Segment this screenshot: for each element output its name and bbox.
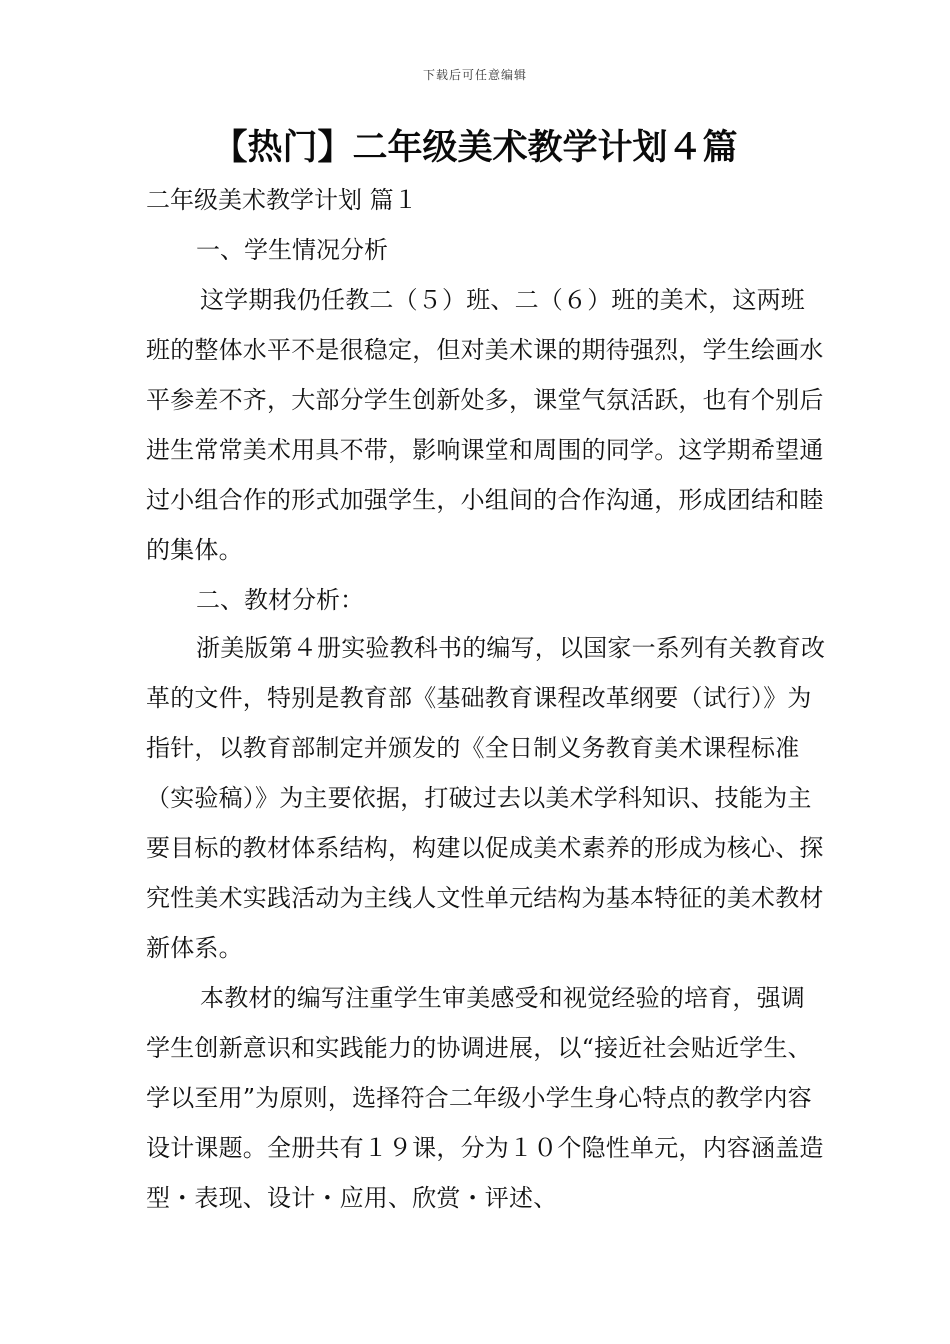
paragraph-textbook-analysis-2: 本教材的编写注重学生审美感受和视觉经验的培育，强调学生创新意识和实践能力的协调进展，以“接近社会贴近学生、学以至用”为原则，选择符合二年级小学生身心特点的教学内容设计课题。全册共有１９课，分为１０个隐性单元，内容涵盖造型・表现、设计・应用、欣赏・评述、 <box>146 984 824 1212</box>
paragraph-textbook-analysis-1: 浙美版第４册实验教科书的编写，以国家一系列有关教育改革的文件，特别是教育部《基础教育课程改革纲要（试行）》为指针，以教育部制定并颁发的《全日制义务教育美术课程标准（实验稿）》为主要依据，打破过去以美术学科知识、技能为主要目标的教材体系结构，构建以促成美术素养的形成为核心、探究性美术实践活动为主线人文性单元结构为基本特征的美术教材新体系。 <box>146 634 826 962</box>
section-heading-textbook-analysis: 二、教材分析： <box>196 586 364 614</box>
document-title: 【热门】二年级美术教学计划４篇 <box>212 128 738 168</box>
page-header-note: 下载后可任意编辑 <box>422 68 527 82</box>
paragraph-student-analysis: 这学期我仍任教二（５）班、二（６）班的美术，这两班班的整体水平不是很稳定，但对美术课的期待强烈，学生绘画水平参差不齐，大部分学生创新处多，课堂气氛活跃，也有个别后进生常常美术用具不带，影响课堂和周围的同学。这学期希望通过小组合作的形式加强学生，小组间的合作沟通，形成团结和睦的集体。 <box>146 286 824 564</box>
document-subtitle: 二年级美术教学计划 篇１ <box>146 186 418 214</box>
section-heading-student-analysis: 一、学生情况分析 <box>196 236 388 264</box>
